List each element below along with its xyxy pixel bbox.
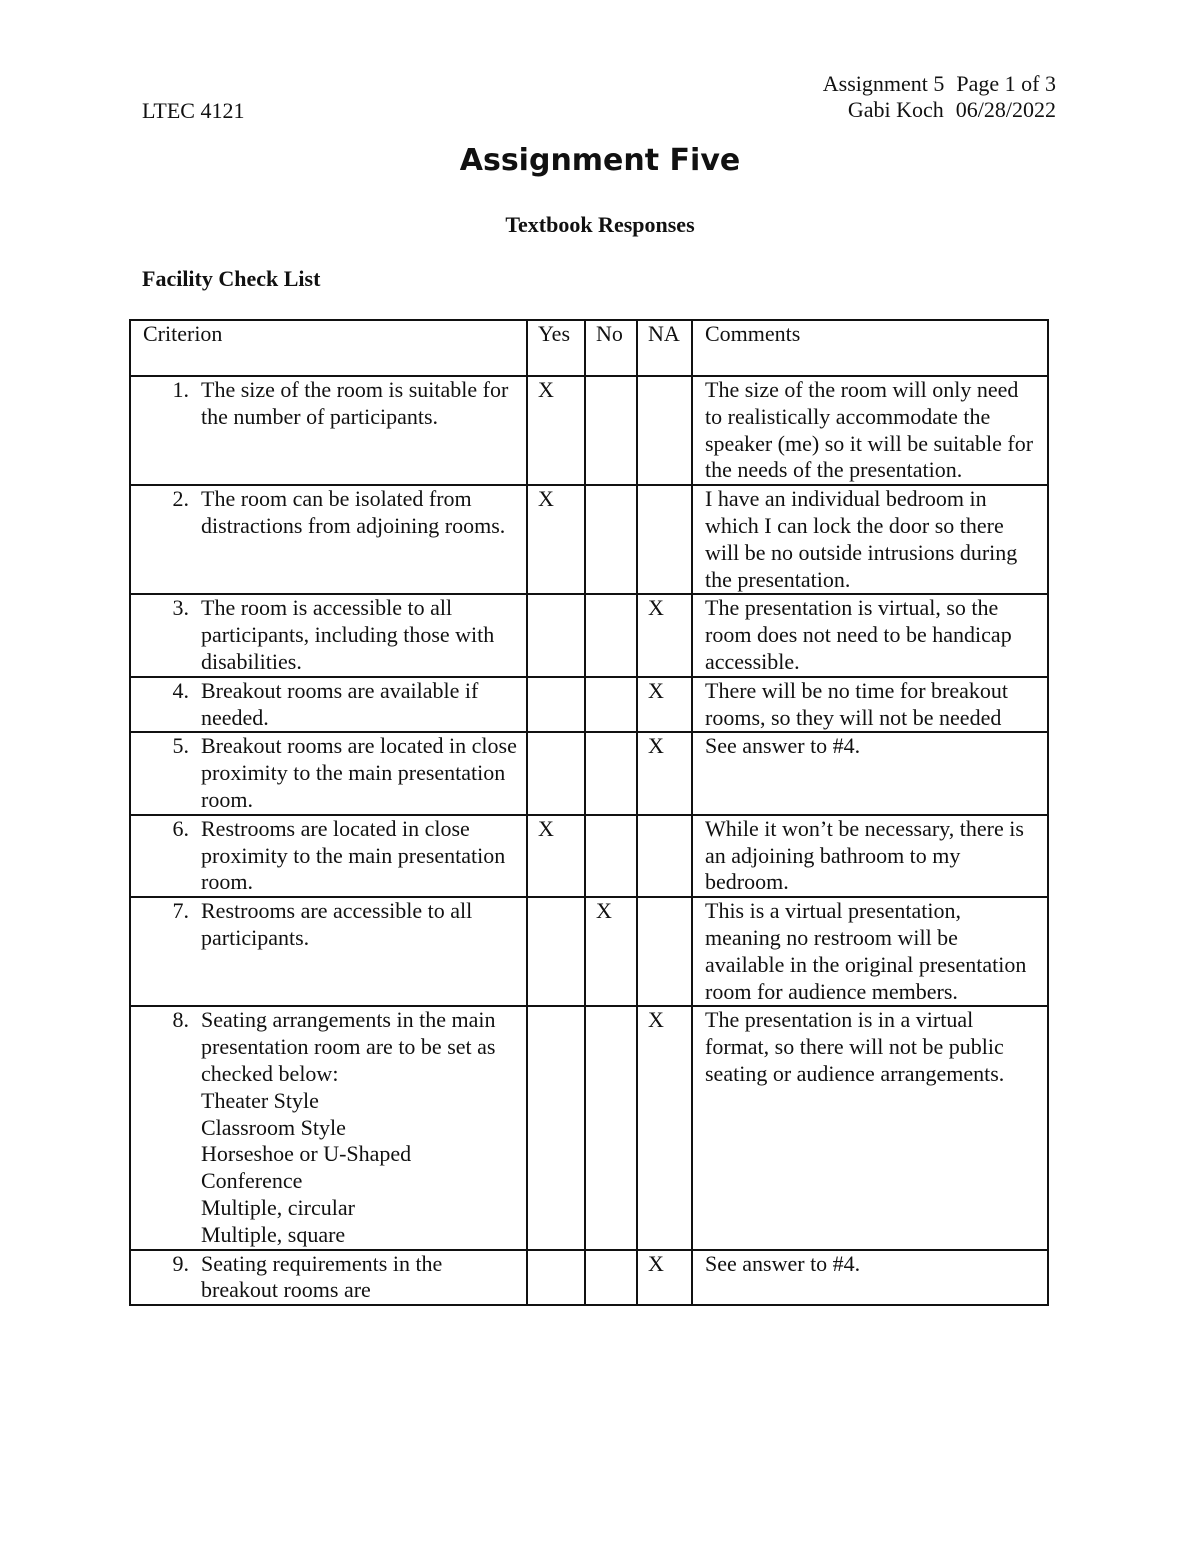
page-number: Page 1 of 3 <box>956 71 1056 96</box>
seating-option: Multiple, square <box>201 1221 346 1247</box>
no-cell <box>585 732 637 814</box>
yes-cell <box>527 1250 585 1306</box>
yes-cell <box>527 897 585 1006</box>
criterion-number: 8. <box>172 1007 189 1033</box>
no-cell <box>585 1250 637 1306</box>
seating-option: Conference <box>201 1168 303 1194</box>
criterion-text: Breakout rooms are available if needed. <box>201 677 479 730</box>
criterion-text: Restrooms are accessible to all participants. <box>201 898 473 950</box>
header-no: No <box>585 320 637 376</box>
document-title: Assignment Five <box>459 143 741 178</box>
table-row <box>130 815 1048 897</box>
yes-cell: X <box>527 485 585 594</box>
header-comments: Comments <box>692 320 1048 376</box>
no-cell <box>585 815 637 897</box>
comment-cell: See answer to #4. <box>692 732 1048 814</box>
na-cell <box>637 376 692 485</box>
na-cell: X <box>637 732 692 814</box>
criterion-text: Breakout rooms are located in close proximity to the main presentation room. <box>201 733 517 812</box>
table-row <box>130 1250 1048 1306</box>
criterion-text: The size of the room is suitable for the number of participants. <box>201 377 509 429</box>
criterion-text: Seating requirements in the breakout rooms are <box>201 1250 443 1303</box>
criterion-text: Seating arrangements in the main presentation room are to be set as checked below: <box>201 1007 496 1086</box>
criterion-text: The room is accessible to all participants, including those with disabilities. <box>201 595 495 674</box>
comment-cell: See answer to #4. <box>692 1250 1048 1306</box>
yes-cell <box>527 1006 585 1249</box>
na-cell <box>637 815 692 897</box>
table-row <box>130 376 1048 485</box>
na-cell: X <box>637 594 692 676</box>
section-title: Facility Check List <box>142 266 321 291</box>
no-cell <box>585 485 637 594</box>
course-code: LTEC 4121 <box>142 98 245 123</box>
criterion-cell <box>130 732 527 814</box>
criterion-cell <box>130 1006 527 1249</box>
seating-option: Horseshoe or U-Shaped <box>201 1141 412 1167</box>
no-cell <box>585 594 637 676</box>
criterion-text: The room can be isolated from distractions from adjoining rooms. <box>201 486 506 538</box>
comment-cell: The size of the room will only need to realistically accommodate the speaker (me) so it will be suitable for the needs of the presentation. <box>692 376 1048 485</box>
na-cell <box>637 897 692 1006</box>
na-cell: X <box>637 1250 692 1306</box>
header-na: NA <box>637 320 692 376</box>
criterion-number: 2. <box>172 486 189 512</box>
no-cell <box>585 677 637 733</box>
table-row <box>130 1006 1048 1249</box>
page-header <box>823 71 1056 123</box>
na-cell: X <box>637 677 692 733</box>
criterion-number: 4. <box>172 677 189 703</box>
comment-cell: This is a virtual presentation, meaning no restroom will be available in the original presentation room for audience members. <box>692 897 1048 1006</box>
criterion-cell <box>130 815 527 897</box>
seating-option: Multiple, circular <box>201 1194 355 1220</box>
criterion-text: Restrooms are located in close proximity to the main presentation room. <box>201 815 506 895</box>
no-cell <box>585 376 637 485</box>
criterion-number: 5. <box>172 733 189 759</box>
comment-cell: There will be no time for breakout rooms, so they will not be needed <box>692 677 1048 733</box>
assignment-label: Assignment 5 <box>822 71 945 96</box>
document-date: 06/28/2022 <box>955 97 1056 122</box>
author-name: Gabi Koch <box>847 97 944 122</box>
yes-cell <box>527 594 585 676</box>
table-row <box>130 732 1048 814</box>
table-row <box>130 485 1048 594</box>
table-row <box>130 677 1048 733</box>
na-cell <box>637 485 692 594</box>
criterion-number: 1. <box>172 377 189 402</box>
criterion-number: 9. <box>172 1250 189 1276</box>
criterion-number: 7. <box>172 898 189 924</box>
table-header-row <box>130 320 1048 376</box>
comment-cell: I have an individual bedroom in which I can lock the door so there will be no outside intrusions during the presentation. <box>692 485 1048 594</box>
comment-cell: The presentation is virtual, so the room does not need to be handicap accessible. <box>692 594 1048 676</box>
document-subtitle: Textbook Responses <box>505 212 695 237</box>
criterion-cell <box>130 897 527 1006</box>
yes-cell <box>527 677 585 733</box>
criterion-cell <box>130 677 527 733</box>
yes-cell: X <box>527 376 585 485</box>
table-row <box>130 897 1048 1006</box>
no-cell: X <box>585 897 637 1006</box>
criterion-cell <box>130 594 527 676</box>
header-criterion: Criterion <box>130 320 527 376</box>
criterion-number: 6. <box>172 815 189 841</box>
table-row <box>130 594 1048 676</box>
criterion-cell <box>130 485 527 594</box>
criterion-cell <box>130 1250 527 1306</box>
seating-option: Classroom Style <box>201 1114 346 1140</box>
criterion-number: 3. <box>172 595 189 621</box>
comment-cell: The presentation is in a virtual format, so there will not be public seating or audience arrangements. <box>692 1006 1048 1249</box>
na-cell: X <box>637 1006 692 1249</box>
comment-cell: While it won’t be necessary, there is an adjoining bathroom to my bedroom. <box>692 815 1048 897</box>
header-yes: Yes <box>527 320 585 376</box>
no-cell <box>585 1006 637 1249</box>
facility-checklist-table <box>129 319 1049 1306</box>
criterion-cell <box>130 376 527 485</box>
seating-option: Theater Style <box>201 1087 319 1113</box>
yes-cell: X <box>527 815 585 897</box>
yes-cell <box>527 732 585 814</box>
